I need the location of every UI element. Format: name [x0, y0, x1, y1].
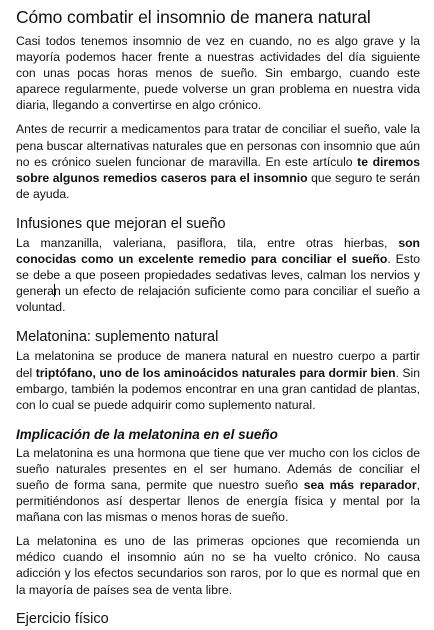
page-title: Cómo combatir el insomnio de manera natural [16, 7, 371, 27]
heading-infusiones: Infusiones que mejoran el sueño [16, 215, 226, 232]
intro-text-2c: que seguro te serán de ayuda. [16, 170, 420, 201]
intro-bold-text: te diremos sobre algunos remedios caseros para el insomnio [16, 154, 420, 185]
implicacion-paragraph-1 [16, 445, 420, 525]
document-content [16, 6, 420, 630]
infusiones-text-d: n un efecto de relajación suficiente como para conciliar el sueño a voluntad. [16, 284, 420, 315]
implicacion-paragraph-2 [16, 533, 420, 597]
intro-text-1: Casi todos tenemos insomnio de vez en cuando, no es algo grave y la mayoría podemos hacer frente a nuestras actividades del día siguiente con unas pocas horas menos de sueño. Sin embargo, cuando este aparece regularmente, puede volverse un gran problema en nuestra vida diaria, llegando a convertirse en algo crónico. [16, 34, 420, 113]
implicacion-text-1a: La melatonina es una hormona que tiene que ver mucho con los ciclos de sueño naturales presentes en el ser humano. Además de conciliar el sueño de forma sana, permite que nuestro sueño [16, 445, 420, 492]
heading-melatonina: Melatonina: suplemento natural [16, 329, 219, 346]
implicacion-bold-text: sea más reparador [303, 477, 417, 492]
implicacion-text-2: La melatonina es uno de las primeras opciones que recomienda un médico cuando el insomnio aún no se ha vuelto crónico. No causa adicción y los efectos secundarios son raros, por lo que es normal que en la mayoría de países sea de venta libre. [16, 534, 420, 597]
melatonina-text-a: La melatonina se produce de manera natural en nuestro cuerpo a partir del [16, 349, 420, 380]
melatonina-bold-text: triptófano, uno de los aminoácidos naturales para dormir bien [35, 365, 396, 380]
heading-ejercicio: Ejercicio físico [16, 610, 109, 627]
intro-paragraph-1 [16, 33, 420, 113]
infusiones-bold-text: son conocidas como un excelente remedio para conciliar el sueño [16, 235, 420, 267]
melatonina-text-c: . Sin embargo, también la podemos encontrar en una gran cantidad de plantas, con lo cual se puede adquirir como suplemento natural. [16, 365, 420, 412]
intro-text-2a: Antes de recurrir a medicamentos para tratar de conciliar el sueño, vale la pena buscar alternativas naturales que en personas con insomnio que aún no es crónico suelen funcionar de maravilla. En este artículo [16, 122, 420, 169]
infusiones-text-c: . Esto se debe a que poseen propiedades sedativas leves, calman los nervios y genera [16, 252, 420, 299]
infusiones-paragraph [16, 235, 420, 315]
melatonina-paragraph [16, 348, 420, 412]
infusiones-text-a: La manzanilla, valeriana, pasiflora, tila, entre otras hierbas, [16, 235, 399, 250]
intro-paragraph-2 [16, 121, 420, 201]
implicacion-text-1c: , permitiéndonos así despertar llenos de energía física y mental por la mañana con las mismas o menos horas de sueño. [16, 477, 420, 525]
heading-implicacion: Implicación de la melatonina en el sueño [16, 426, 278, 442]
